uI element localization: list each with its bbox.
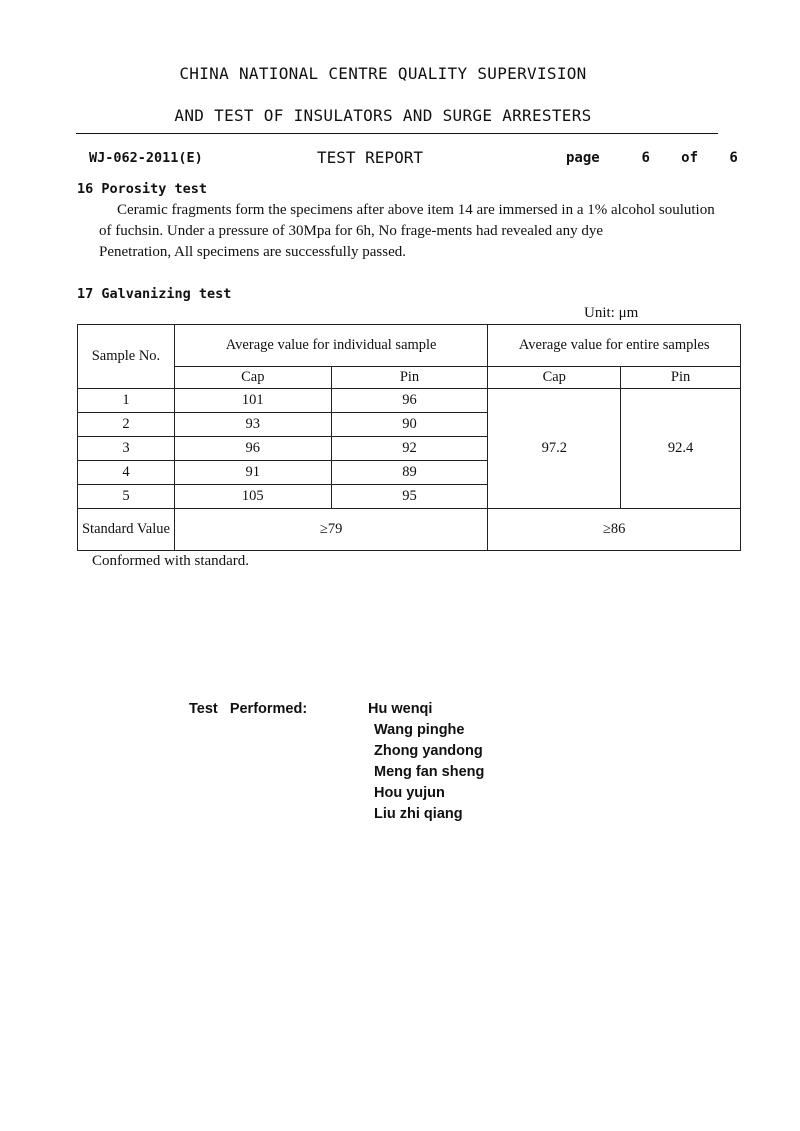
sample-no-cell: 4: [78, 461, 175, 485]
cap-value-cell: 93: [174, 413, 331, 437]
test-performed-label: Test Performed:: [189, 701, 308, 717]
sample-no-cell: 3: [78, 437, 175, 461]
header-individual: Average value for individual sample: [174, 325, 487, 367]
performer-name: Wang pinghe: [374, 722, 465, 738]
unit-label: Unit: μm: [584, 305, 639, 321]
entire-pin-value: 92.4: [621, 389, 741, 509]
entire-cap-value: 97.2: [488, 389, 621, 509]
pin-value-cell: 89: [331, 461, 488, 485]
section16-line2: of fuchsin. Under a pressure of 30Mpa for 6h, No frage-ments had revealed any dye: [99, 223, 603, 239]
page-current: 6: [641, 150, 650, 166]
galvanizing-table: [77, 324, 741, 551]
cap-value-cell: 105: [174, 485, 331, 509]
subheader-individual-cap: Cap: [174, 367, 331, 389]
table-row: [78, 389, 741, 413]
sample-no-cell: 1: [78, 389, 175, 413]
page-total: 6: [729, 150, 738, 166]
sample-no-cell: 5: [78, 485, 175, 509]
page-word: page: [566, 150, 600, 166]
standard-value-row: [78, 509, 741, 551]
subheader-entire-pin: Pin: [621, 367, 741, 389]
subheader-entire-cap: Cap: [488, 367, 621, 389]
header-entire: Average value for entire samples: [488, 325, 741, 367]
header-rule: [76, 133, 718, 134]
page-indicator: [566, 150, 738, 166]
org-name-line2: AND TEST OF INSULATORS AND SURGE ARRESTERS: [174, 106, 592, 125]
standard-entire-value: ≥86: [488, 509, 741, 551]
pin-value-cell: 90: [331, 413, 488, 437]
performer-name: Zhong yandong: [374, 743, 483, 759]
doc-code: WJ-062-2011(E): [89, 150, 203, 166]
standard-individual-value: ≥79: [174, 509, 487, 551]
standard-value-label: Standard Value: [78, 509, 175, 551]
performer-name: Liu zhi qiang: [374, 806, 463, 822]
cap-value-cell: 91: [174, 461, 331, 485]
subheader-individual-pin: Pin: [331, 367, 488, 389]
pin-value-cell: 95: [331, 485, 488, 509]
cap-value-cell: 96: [174, 437, 331, 461]
table-header-row: [78, 325, 741, 367]
performer-name: Hou yujun: [374, 785, 445, 801]
pin-value-cell: 96: [331, 389, 488, 413]
table-subheader-row: [78, 367, 741, 389]
of-word: of: [681, 150, 699, 166]
cap-value-cell: 101: [174, 389, 331, 413]
sample-no-cell: 2: [78, 413, 175, 437]
section16-line1: Ceramic fragments form the specimens after above item 14 are immersed in a 1% alcohol soulution: [117, 202, 715, 218]
pin-value-cell: 92: [331, 437, 488, 461]
report-title: TEST REPORT: [317, 148, 423, 167]
conclusion-text: Conformed with standard.: [92, 553, 250, 569]
section16-title: 16 Porosity test: [77, 181, 208, 197]
section16-line3: Penetration, All specimens are successfully passed.: [99, 244, 407, 260]
performer-name: Meng fan sheng: [374, 764, 485, 780]
section17-title: 17 Galvanizing test: [77, 286, 232, 302]
org-name-line1: CHINA NATIONAL CENTRE QUALITY SUPERVISION: [179, 64, 587, 83]
header-sample-no: Sample No.: [78, 325, 175, 389]
performer-name: Hu wenqi: [368, 701, 433, 717]
